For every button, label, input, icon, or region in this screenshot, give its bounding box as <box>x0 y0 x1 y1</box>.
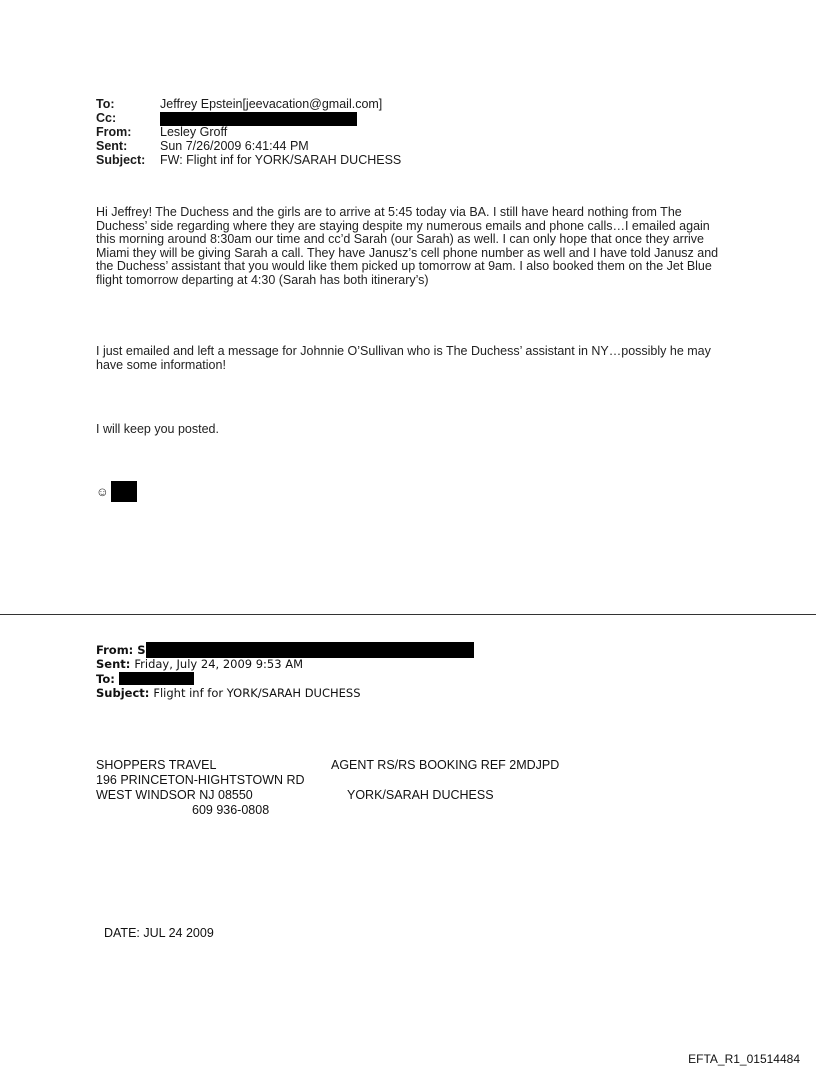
fwd-sent-row <box>96 657 474 671</box>
fwd-sent-label: Sent: <box>96 657 131 672</box>
agency-address-1: 196 PRINCETON-HIGHTSTOWN RD <box>96 773 305 787</box>
subject-value: FW: Flight inf for YORK/SARAH DUCHESS <box>160 153 402 167</box>
fwd-from-label: From: <box>96 643 134 657</box>
itinerary-date: DATE: JUL 24 2009 <box>104 926 214 940</box>
to-value: Jeffrey Epstein[jeevacation@gmail.com] <box>160 97 383 111</box>
fwd-from-prefix: S <box>137 643 146 657</box>
email-header <box>96 97 401 167</box>
agent-booking-ref: AGENT RS/RS BOOKING REF 2MDJPD <box>331 758 560 772</box>
fwd-to-row <box>96 672 474 686</box>
body-paragraph-2: I just emailed and left a message for Johnnie O’Sullivan who is The Duchess’ assistant in NY…possibly he may have some information! <box>96 344 711 372</box>
from-value: Lesley Groff <box>160 125 228 139</box>
fwd-subject-row <box>96 686 474 700</box>
smiley-icon: ☺ <box>96 484 109 499</box>
cc-redaction <box>160 112 357 126</box>
fwd-subject-value: Flight inf for YORK/SARAH DUCHESS <box>153 685 361 700</box>
passenger-name: YORK/SARAH DUCHESS <box>347 788 494 802</box>
section-divider <box>0 614 816 615</box>
fwd-to-label: To: <box>96 671 115 686</box>
cc-label: Cc: <box>96 111 117 125</box>
sent-row <box>96 139 401 153</box>
fwd-subject-label: Subject: <box>96 685 150 700</box>
to-row <box>96 97 401 111</box>
sent-value: Sun 7/26/2009 6:41:44 PM <box>160 139 309 153</box>
subject-row <box>96 153 401 167</box>
signature-redaction <box>111 481 137 502</box>
body-paragraph-1: Hi Jeffrey! The Duchess and the girls are to arrive at 5:45 today via BA. I still have heard nothing from The Duchess’ side regarding where they are staying despite my numerous emails and phone calls…I emailed again this morning around 8:30am our time and cc’d Sarah (our Sarah) as well. I can only hope that once they arrive Miami they will be giving Sarah a call. They have Janusz’s cell phone number as well and I have told Janusz and the Duchess’ assistant that you would like them picked up tomorrow at 9am. I also booked them on the Jet Blue flight tomorrow departing at 4:30 (Sarah has both itinerary’s) <box>96 205 719 287</box>
body-paragraph-3: I will keep you posted. <box>96 422 219 436</box>
fwd-sent-value: Friday, July 24, 2009 9:53 AM <box>134 657 304 672</box>
sent-label: Sent: <box>96 139 128 153</box>
agency-phone: 609 936-0808 <box>192 803 270 817</box>
signature <box>96 481 137 502</box>
from-label: From: <box>96 125 132 139</box>
fwd-to-redaction <box>119 672 194 685</box>
cc-row <box>96 111 401 125</box>
document-id: EFTA_R1_01514484 <box>688 1052 800 1066</box>
agency-address-2: WEST WINDSOR NJ 08550 <box>96 788 253 802</box>
fwd-from-redaction <box>146 642 474 658</box>
to-label: To: <box>96 97 115 111</box>
fwd-from-row <box>96 643 474 657</box>
subject-label: Subject: <box>96 153 146 167</box>
forwarded-header <box>96 643 474 700</box>
agency-name: SHOPPERS TRAVEL <box>96 758 217 772</box>
from-row <box>96 125 401 139</box>
